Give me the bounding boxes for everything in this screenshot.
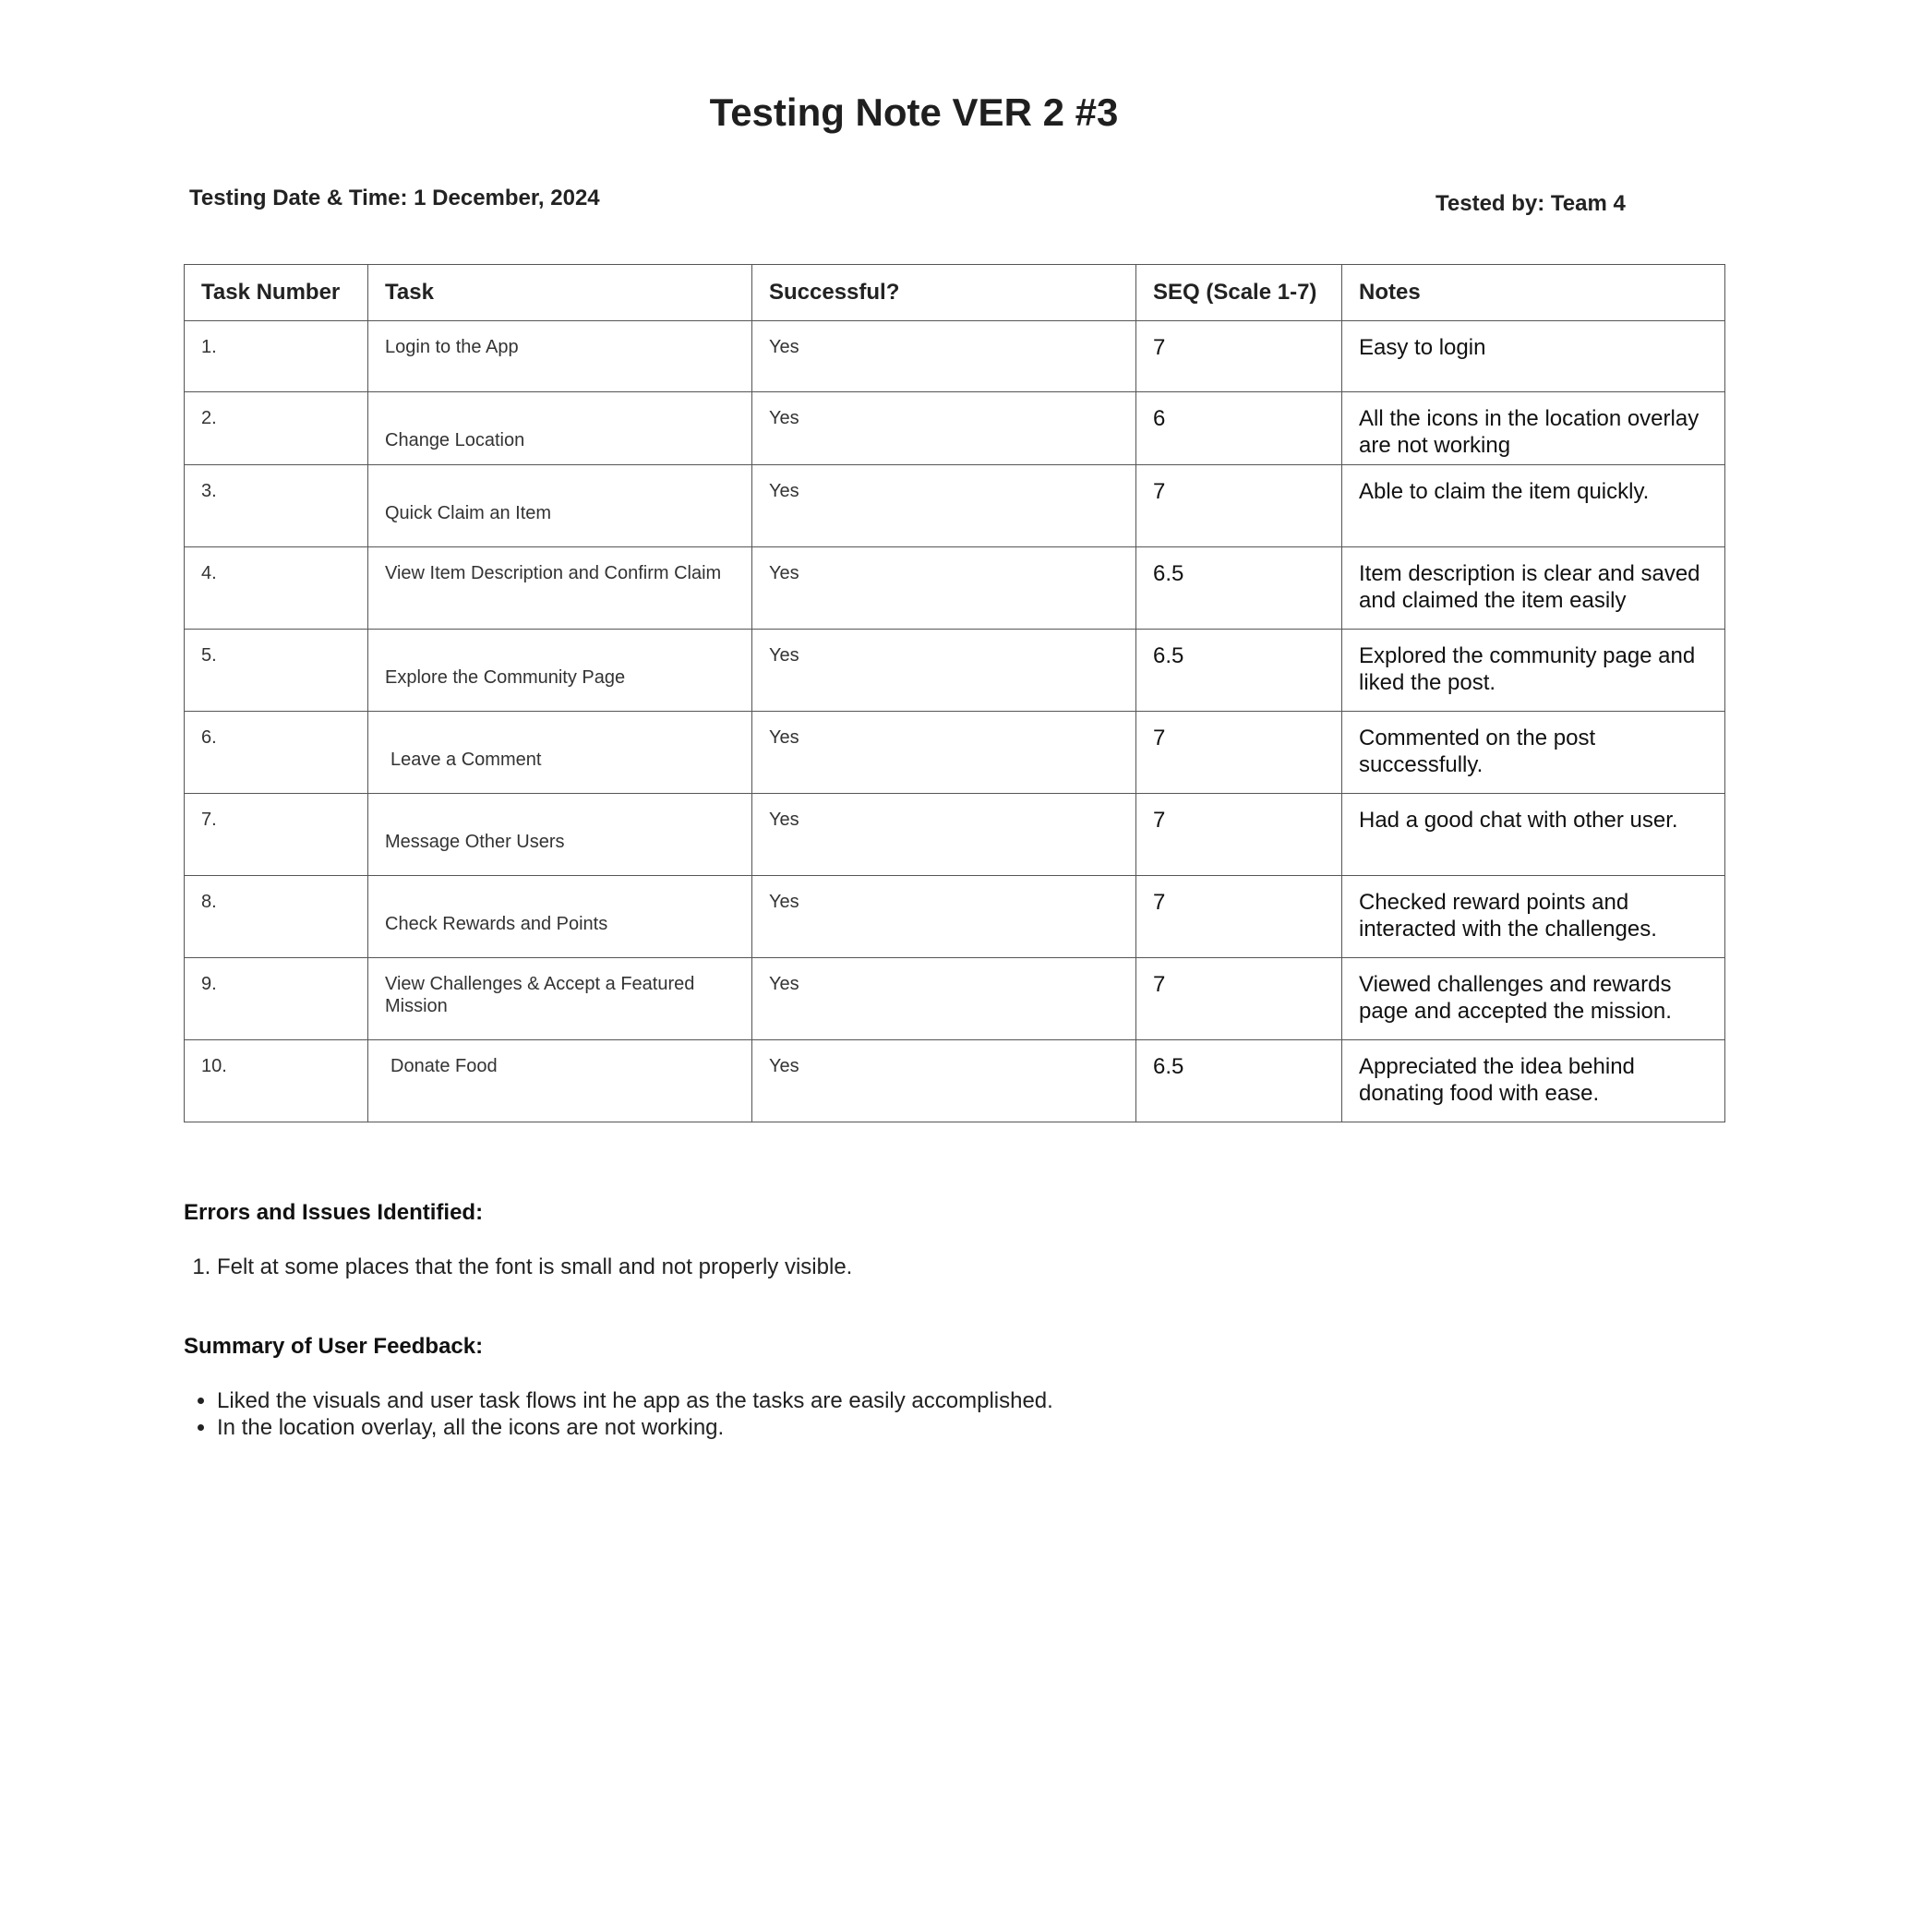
success-cell: Yes (752, 321, 1136, 392)
table-row (185, 630, 1725, 712)
header-task: Task (368, 265, 752, 321)
results-table (184, 264, 1725, 1122)
task-number-cell: 8. (185, 876, 368, 958)
task-number-cell: 9. (185, 958, 368, 1040)
success-cell: Yes (752, 1040, 1136, 1122)
tested-by: Tested by: Team 4 (1436, 191, 1626, 216)
table-row (185, 1040, 1725, 1122)
seq-cell: 7 (1136, 321, 1342, 392)
task-cell: Message Other Users (368, 794, 752, 876)
task-cell: View Challenges & Accept a Featured Mission (368, 958, 752, 1040)
task-cell: Change Location (368, 392, 752, 465)
task-number-cell: 1. (185, 321, 368, 392)
seq-cell: 7 (1136, 465, 1342, 547)
table-row (185, 392, 1725, 465)
task-cell: Check Rewards and Points (368, 876, 752, 958)
success-cell: Yes (752, 465, 1136, 547)
task-cell: Login to the App (368, 321, 752, 392)
seq-cell: 6.5 (1136, 630, 1342, 712)
header-successful: Successful? (752, 265, 1136, 321)
task-number-cell: 10. (185, 1040, 368, 1122)
task-number-cell: 2. (185, 392, 368, 465)
task-cell: Explore the Community Page (368, 630, 752, 712)
table-header-row (185, 265, 1725, 321)
errors-heading: Errors and Issues Identified: (184, 1200, 484, 1225)
task-cell: Donate Food (368, 1040, 752, 1122)
notes-cell: Appreciated the idea behind donating food with ease. (1342, 1040, 1725, 1122)
notes-cell: Viewed challenges and rewards page and accepted the mission. (1342, 958, 1725, 1040)
table-row (185, 465, 1725, 547)
header-notes: Notes (1342, 265, 1725, 321)
table-row (185, 876, 1725, 958)
success-cell: Yes (752, 547, 1136, 630)
notes-cell: Able to claim the item quickly. (1342, 465, 1725, 547)
success-cell: Yes (752, 630, 1136, 712)
notes-cell: Explored the community page and liked the post. (1342, 630, 1725, 712)
table-row (185, 712, 1725, 794)
testing-date: Testing Date & Time: 1 December, 2024 (189, 186, 600, 210)
seq-cell: 7 (1136, 794, 1342, 876)
task-number-cell: 6. (185, 712, 368, 794)
task-number-cell: 3. (185, 465, 368, 547)
task-number-cell: 4. (185, 547, 368, 630)
seq-cell: 7 (1136, 876, 1342, 958)
seq-cell: 7 (1136, 712, 1342, 794)
error-item: 1. Felt at some places that the font is small and not properly visible. (217, 1254, 852, 1280)
success-cell: Yes (752, 876, 1136, 958)
success-cell: Yes (752, 392, 1136, 465)
feedback-heading: Summary of User Feedback: (184, 1334, 484, 1359)
notes-cell: Commented on the post successfully. (1342, 712, 1725, 794)
notes-cell: Item description is clear and saved and claimed the item easily (1342, 547, 1725, 630)
task-cell: View Item Description and Confirm Claim (368, 547, 752, 630)
task-number-cell: 5. (185, 630, 368, 712)
feedback-item: • In the location overlay, all the icons are not working. (217, 1414, 1053, 1441)
page-title: Testing Note VER 2 #3 (709, 90, 1119, 134)
table-row (185, 958, 1725, 1040)
table-row (185, 547, 1725, 630)
notes-cell: All the icons in the location overlay are not working (1342, 392, 1725, 465)
header-seq: SEQ (Scale 1-7) (1136, 265, 1342, 321)
success-cell: Yes (752, 958, 1136, 1040)
errors-list (184, 1254, 852, 1280)
header-task-number: Task Number (185, 265, 368, 321)
seq-cell: 7 (1136, 958, 1342, 1040)
notes-cell: Easy to login (1342, 321, 1725, 392)
task-number-cell: 7. (185, 794, 368, 876)
feedback-item: • Liked the visuals and user task flows int he app as the tasks are easily accomplished. (217, 1387, 1053, 1414)
success-cell: Yes (752, 712, 1136, 794)
notes-cell: Had a good chat with other user. (1342, 794, 1725, 876)
table-row (185, 321, 1725, 392)
notes-cell: Checked reward points and interacted with the challenges. (1342, 876, 1725, 958)
seq-cell: 6.5 (1136, 1040, 1342, 1122)
feedback-list (184, 1387, 1053, 1441)
table-row (185, 794, 1725, 876)
success-cell: Yes (752, 794, 1136, 876)
seq-cell: 6 (1136, 392, 1342, 465)
seq-cell: 6.5 (1136, 547, 1342, 630)
task-cell: Quick Claim an Item (368, 465, 752, 547)
task-cell: Leave a Comment (368, 712, 752, 794)
